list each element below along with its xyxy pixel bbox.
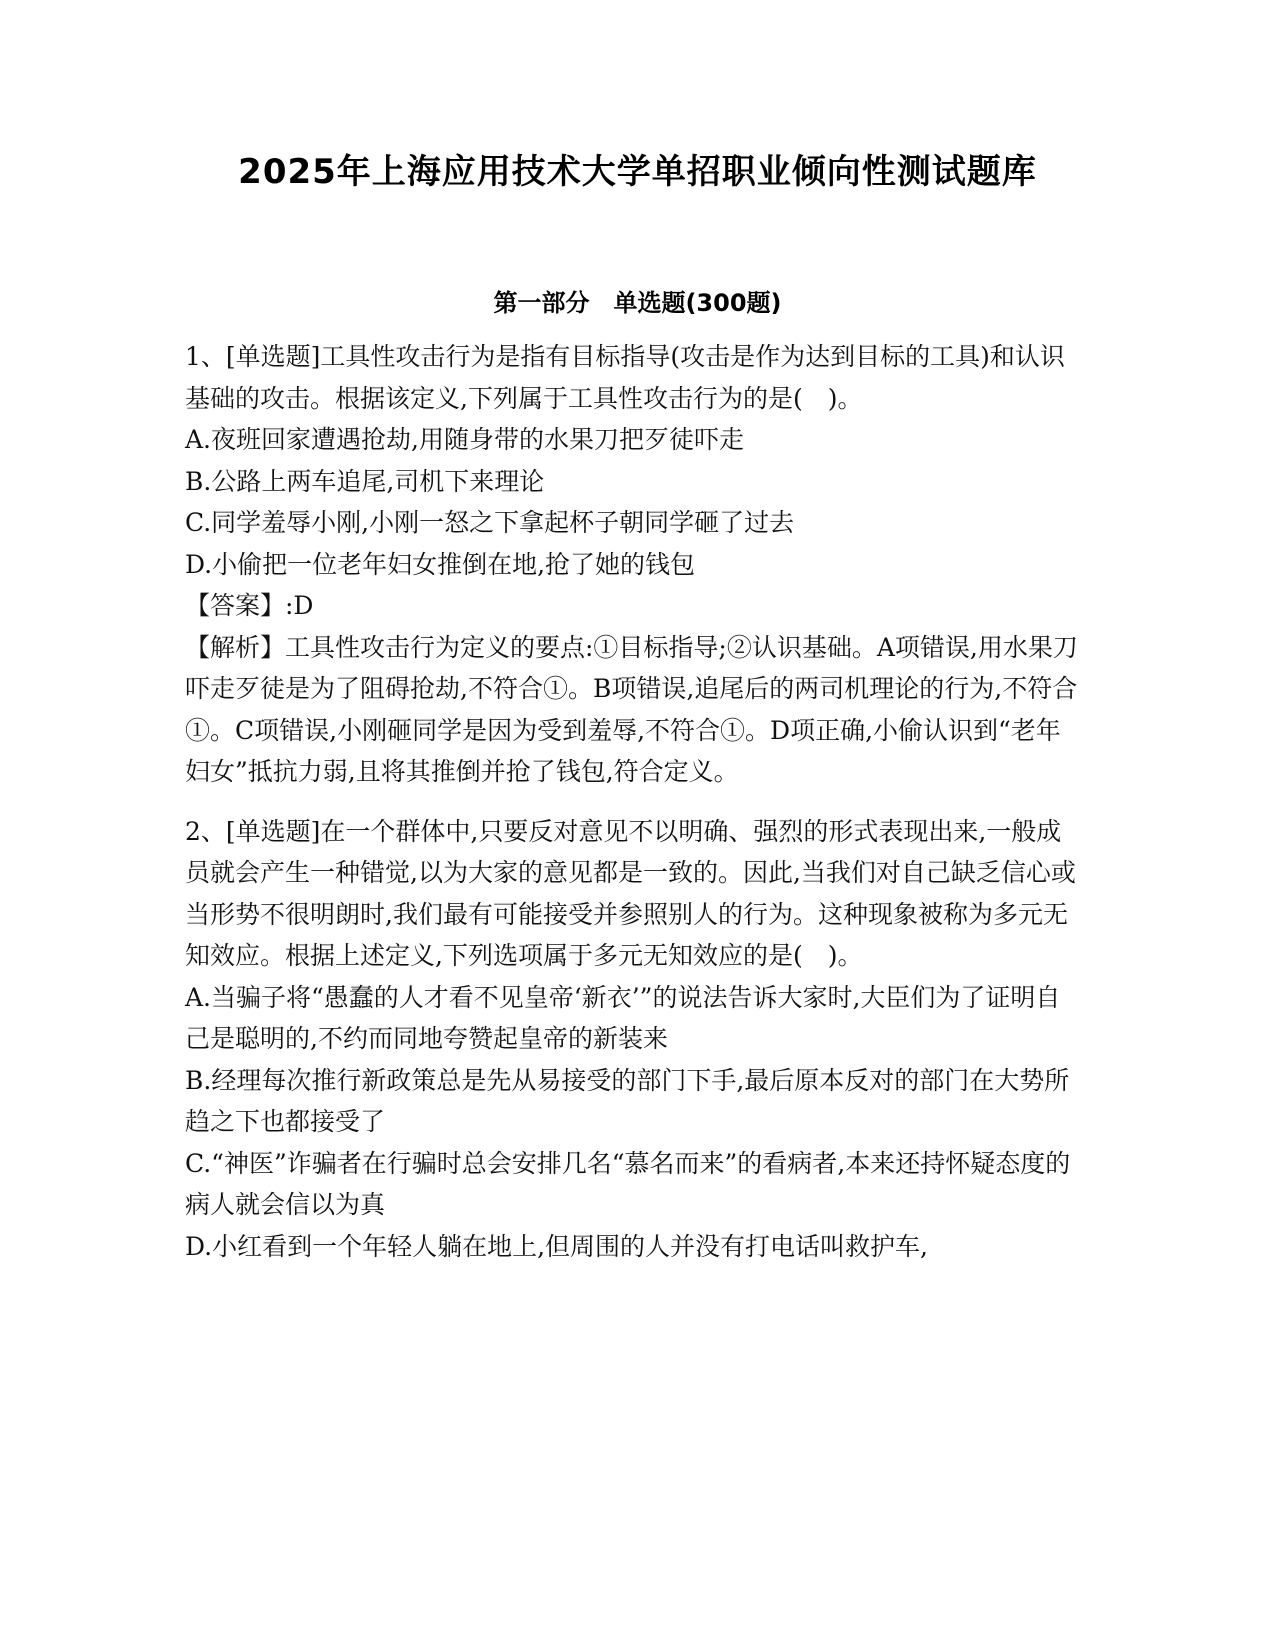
document-title: 2025年上海应用技术大学单招职业倾向性测试题库 [238,152,1037,192]
option-a: A.当骗子将“愚蠢的人才看不见皇帝‘新衣’”的说法告诉大家时,大臣们为了证明自己是聪明的,不约而同地夸赞起皇帝的新装来 [185,982,1061,1053]
option-c: C.同学羞辱小刚,小刚一怒之下拿起杯子朝同学砸了过去 [185,508,795,537]
option-a: A.夜班回家遭遇抢劫,用随身带的水果刀把歹徒吓走 [185,425,744,454]
question-block [185,811,1085,1268]
question-block [185,336,1085,793]
question-list [185,336,1085,1267]
option-d: D.小偷把一位老年妇女推倒在地,抢了她的钱包 [185,549,696,579]
question-separator [185,793,1085,811]
option-b: B.经理每次推行新政策总是先从易接受的部门下手,最后原本反对的部门在大势所趋之下也都接受了 [185,1065,1070,1136]
section-heading: 第一部分 单选题(300题) [493,289,782,317]
answer-line: 【答案】:D [185,591,314,620]
option-b: B.公路上两车追尾,司机下来理论 [185,466,545,496]
option-c: C.“神医”诈骗者在行骗时总会安排几名“慕名而来”的看病者,本来还持怀疑态度的病人就会信以为真 [185,1148,1071,1219]
question-stem: 2、[单选题]在一个群体中,只要反对意见不以明确、强烈的形式表现出来,一般成员就会产生一种错觉,以为大家的意见都是一致的。因此,当我们对自己缺乏信心或当形势不很明朗时,我们最有可能接受并参照别人的行为。这种现象被称为多元无知效应。根据上述定义,下列选项属于多元无知效应的是( )。 [185,816,1076,970]
question-stem: 1、[单选题]工具性攻击行为是指有目标指导(攻击是作为达到目标的工具)和认识基础的攻击。根据该定义,下列属于工具性攻击行为的是( )。 [185,342,1065,413]
analysis-text: 【解析】工具性攻击行为定义的要点:①目标指导;②认识基础。A项错误,用水果刀吓走歹徒是为了阻碍抢劫,不符合①。B项错误,追尾后的两司机理论的行为,不符合①。C项错误,小刚砸同学是因为受到羞辱,不符合①。D项正确,小偷认识到“老年妇女”抵抗力弱,且将其推倒并抢了钱包,符合定义。 [185,632,1078,786]
option-d: D.小红看到一个年轻人躺在地上,但周围的人并没有打电话叫救护车, [185,1231,928,1261]
